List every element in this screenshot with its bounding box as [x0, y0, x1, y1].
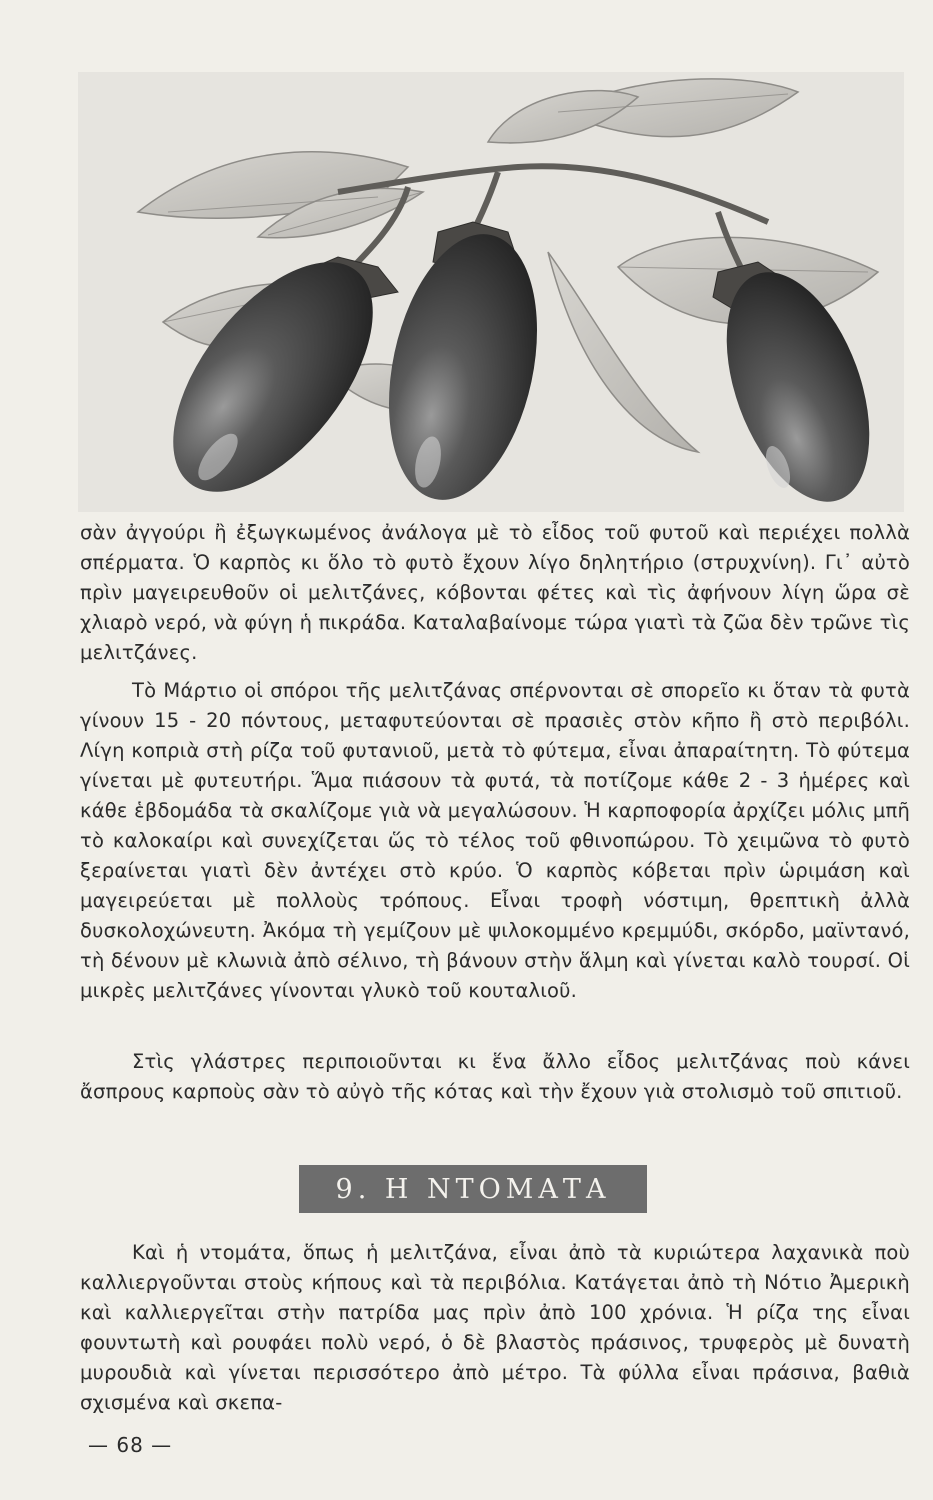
paragraph-text: σὰν ἀγγούρι ἢ ἐξωγκωμένος ἀνάλογα μὲ τὸ εἶδος τοῦ φυτοῦ καὶ περιέχει πολλὰ σπέρματα. Ὁ καρπὸς κι ὅλο τὸ φυτὸ ἔχουν λίγο δηλητήριο (στρυχνίνη). Γι᾿ αὐτὸ πρὶν μαγειρευθοῦν οἱ μελιτζάνες, κόβονται φέτες καὶ τὶς ἀφήνουν λίγη ὥρα σὲ χλιαρὸ νερό, νὰ φύγη ἡ πικράδα. Καταλαβαίνομε τώρα γιατὶ τὰ ζῶα δὲν τρῶνε τὶς μελιτζάνες. [80, 521, 910, 664]
paragraph-eggplant-cultivation [80, 676, 910, 1006]
section-heading-text: 9. Η ΝΤΟΜΑΤΑ [335, 1173, 611, 1205]
paragraph-text: Τὸ Μάρτιο οἱ σπόροι τῆς μελιτζάνας σπέρνονται σὲ σπορεῖο κι ὅταν τὰ φυτὰ γίνουν 15 - 20 πόντους, μεταφυτεύονται σὲ πρασιὲς στὸν κῆπο ἢ στὸ περιβόλι. Λίγη κοπριὰ στὴ ρίζα τοῦ φυτανιοῦ, μετὰ τὸ φύτεμα, εἶναι ἀπαραίτητη. Τὸ φύτεμα γίνεται μὲ φυτευτήρι. Ἅμα πιάσουν τὰ φυτά, τὰ ποτίζομε κάθε 2 - 3 ἡμέρες καὶ κάθε ἑβδομάδα τὰ σκαλίζομε γιὰ νὰ μεγαλώσουν. Ἡ καρποφορία ἀρχίζει μόλις μπῆ τὸ καλοκαίρι καὶ συνεχίζεται ὥς τὸ τέλος τοῦ φθινοπώρου. Τὸ χειμῶνα τὸ φυτὸ ξεραίνεται γιατὶ δὲν ἀντέχει στὸ κρύο. Ὁ καρπὸς κόβεται πρὶν ὡριμάση καὶ μαγειρεύεται μὲ πολλοὺς τρόπους. Εἶναι τροφὴ νόστιμη, θρεπτικὴ ἀλλὰ δυσκολοχώνευτη. Ἀκόμα τὴ γεμίζουν μὲ ψιλοκομμένο κρεμμύδι, σκόρδο, μαϊντανό, τὴ δένουν μὲ κλωνιὰ ἀπὸ σέλινο, τὴ βάνουν στὴν ἅλμη καὶ γίνεται καλὸ τουρσί. Οἱ μικρὲς μελιτζάνες γίνονται γλυκὸ τοῦ κουταλιοῦ. [80, 679, 910, 1002]
page-number: — 68 — [88, 1433, 173, 1457]
eggplant-drawing [78, 72, 904, 512]
paragraph-text: Στὶς γλάστρες περιποιοῦνται κι ἕνα ἄλλο εἶδος μελιτζάνας ποὺ κάνει ἄσπρους καρποὺς σὰν τὸ αὐγὸ τῆς κότας καὶ τὴν ἔχουν γιὰ στολισμὸ τοῦ σπιτιοῦ. [80, 1050, 910, 1103]
paragraph-text: Καὶ ἡ ντομάτα, ὅπως ἡ μελιτζάνα, εἶναι ἀπὸ τὰ κυριώτερα λαχανικὰ ποὺ καλλιεργοῦνται στοὺς κήπους καὶ τὰ περιβόλια. Κατάγεται ἀπὸ τὴ Νότιο Ἀμερικὴ καὶ καλλιεργεῖται στὴν πατρίδα μας πρὶν ἀπὸ 100 χρόνια. Ἡ ρίζα της εἶναι φουντωτὴ καὶ ρουφάει πολὺ νερό, ὁ δὲ βλαστὸς πράσινος, τρυφερὸς μὲ δυνατὴ μυρουδιὰ καὶ γίνεται περισσότερο ἀπὸ μέτρο. Τὰ φύλλα εἶναι πράσινα, βαθιὰ σχισμένα καὶ σκεπα- [80, 1241, 910, 1414]
section-heading-tomato [299, 1165, 647, 1213]
paragraph-tomato-intro [80, 1238, 910, 1418]
paragraph-eggplant-pots [80, 1047, 910, 1107]
eggplant-illustration [78, 72, 904, 512]
paragraph-eggplant-intro [80, 518, 910, 668]
